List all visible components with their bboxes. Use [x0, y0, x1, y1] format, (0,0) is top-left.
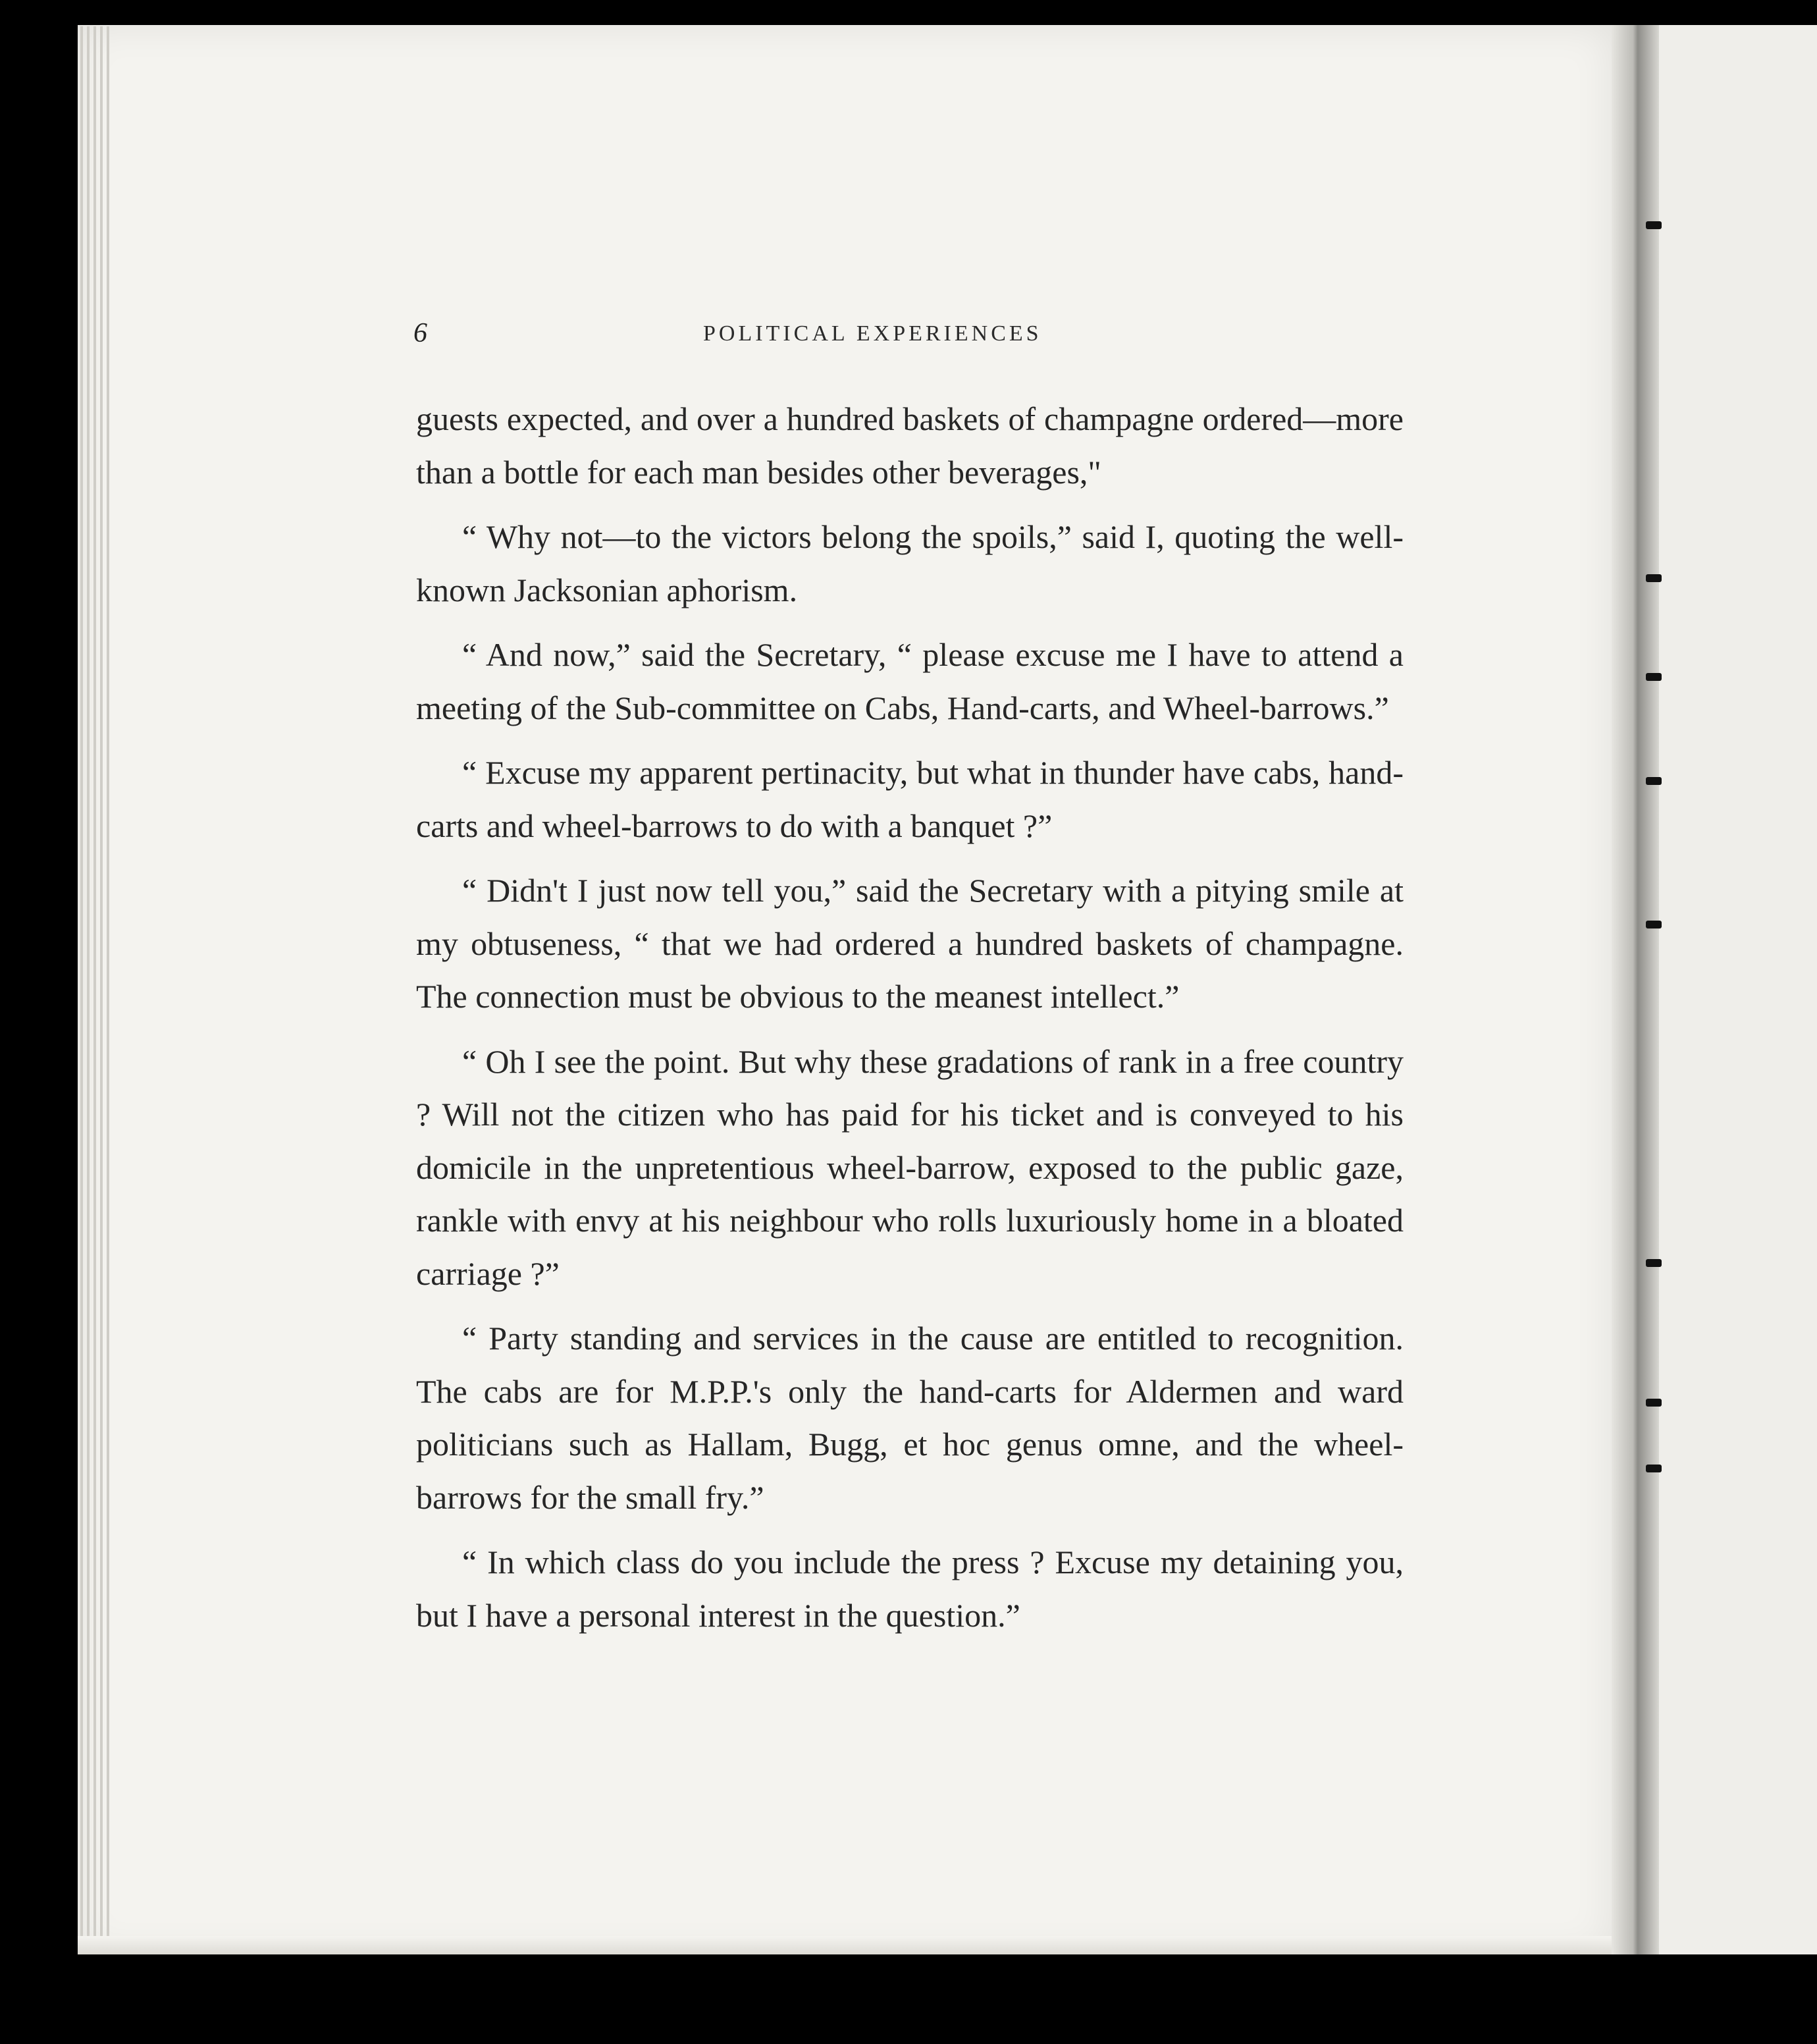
binding-stitch: [1646, 574, 1662, 582]
paragraph: “ And now,” said the Secretary, “ please excuse me I have to attend a meeting of the Sub-committee on Cabs, Hand-carts, and Wheel-barrows.”: [416, 636, 1404, 726]
page-edge: [100, 26, 103, 1949]
paragraph: “ Party standing and services in the cause are entitled to recognition. The cabs are for M.P.P.'s only the hand-carts for Aldermen and ward politicians such as Hallam, Bugg, et hoc genus omne, and the wheel-barrows for the small fry.”: [416, 1320, 1404, 1516]
paragraph: “ Why not—to the victors belong the spoils,” said I, quoting the well-known Jacksonian aphorism.: [416, 518, 1404, 608]
page-edge: [93, 26, 96, 1949]
adjacent-page: [1659, 25, 1817, 1954]
paragraph: “ Excuse my apparent pertinacity, but what in thunder have cabs, hand-carts and wheel-barrows to do with a banquet ?”: [416, 754, 1404, 844]
binding-stitch: [1646, 221, 1662, 229]
book-gutter: [1612, 25, 1659, 1954]
running-title: POLITICAL EXPERIENCES: [703, 321, 1042, 346]
running-header: [413, 317, 1414, 350]
paragraph: guests expected, and over a hundred baskets of champagne ordered—more than a bottle for each man besides other beverages,": [416, 400, 1404, 491]
binding-stitch: [1646, 1465, 1662, 1472]
page-bottom-edge: [78, 1936, 1612, 1954]
binding-stitch: [1646, 1259, 1662, 1267]
page-edge: [80, 26, 83, 1949]
binding-stitch: [1646, 921, 1662, 928]
binding-stitch: [1646, 777, 1662, 785]
body-text: [416, 392, 1404, 1654]
paragraph: “ Didn't I just now tell you,” said the Secretary with a pitying smile at my obtuseness, “ that we had ordered a hundred baskets of champagne. The connection must be obvious to the meanest intellect.”: [416, 872, 1404, 1015]
paragraph: “ Oh I see the point. But why these gradations of rank in a free country ? Will not the citizen who has paid for his ticket and is conveyed to his domicile in the unpretentious wheel-barrow, exposed to the public gaze, rankle with envy at his neighbour who rolls luxuriously home in a bloated carriage ?”: [416, 1042, 1404, 1292]
binding-stitch: [1646, 1399, 1662, 1407]
page-number: 6: [413, 318, 427, 348]
binding-stitch: [1646, 673, 1662, 681]
page-edge: [107, 26, 109, 1949]
paragraph: “ In which class do you include the press ? Excuse my detaining you, but I have a personal interest in the question.”: [416, 1544, 1404, 1634]
page-edge: [87, 26, 90, 1949]
